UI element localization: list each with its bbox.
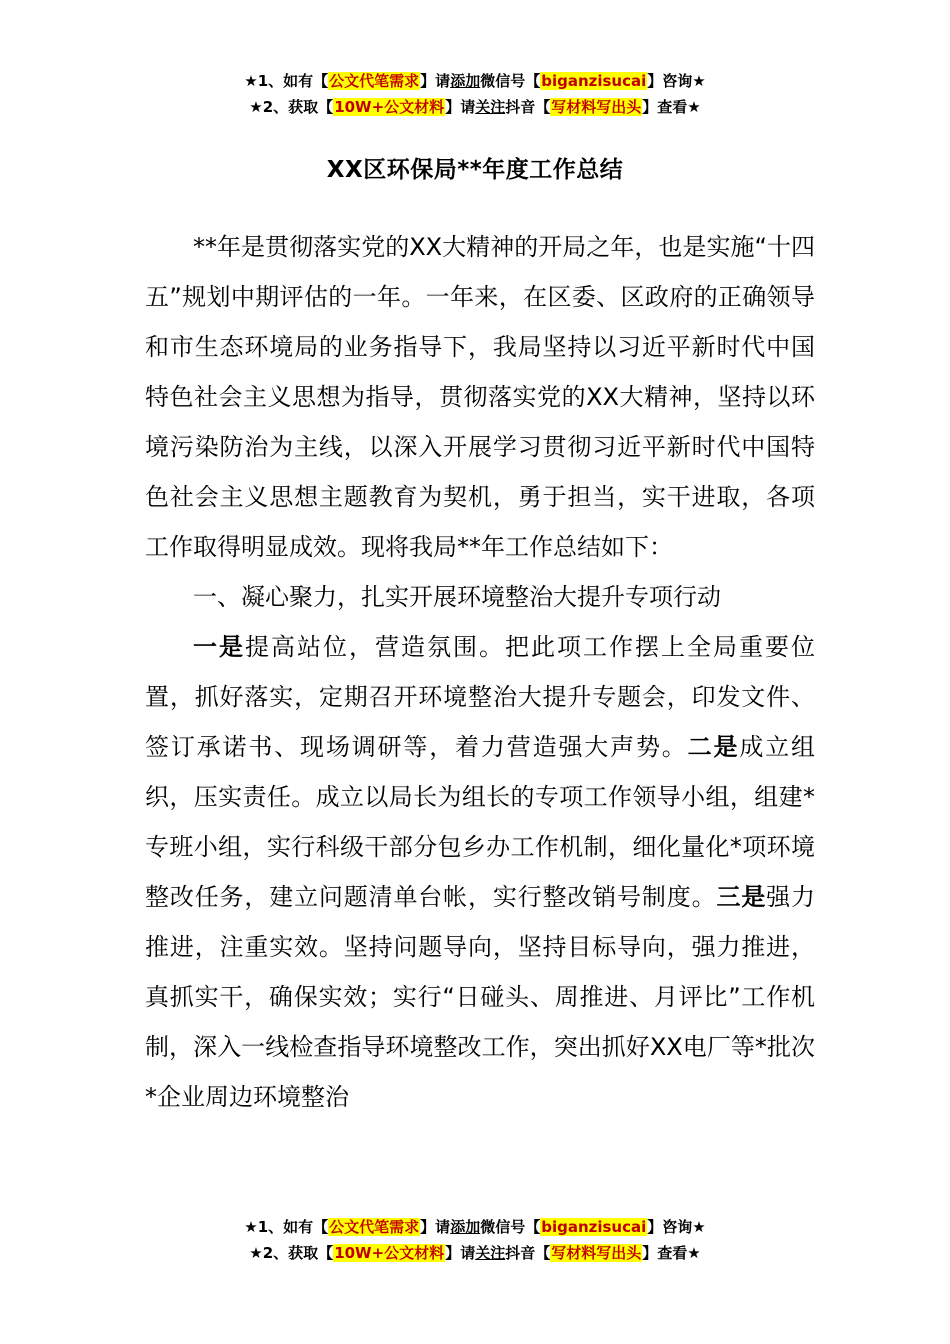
intro-paragraph: **年是贯彻落实党的XX大精神的开局之年，也是实施“十四五”规划中期评估的一年。一年来，在区委、区政府的正确领导和市生态环境局的业务指导下，我局坚持以习近平新时代中国特色社会主义思想为指导，贯彻落实党的XX大精神，坚持以环境污染防治为主线，以深入开展学习贯彻习近平新时代中国特色社会主义思想主题教育为契机，勇于担当，实干进取，各项工作取得明显成效。现将我局**年工作总结如下：	[145, 233, 815, 561]
promo-highlight: 公文代笔需求	[329, 1218, 420, 1236]
promo-text: 】咨询★	[647, 72, 706, 90]
promo-wechat-id: biganzisucai	[541, 1218, 647, 1236]
promo-line-1	[0, 68, 950, 94]
promo-text: 】请	[445, 98, 476, 116]
point-text: 提高站位，营造氛围。把此项工作摆上全局重要位置，抓好落实，定期召开环境整治大提升专题会，印发文件、签订承诺书、现场调研等，着力营造强大声势。	[145, 633, 815, 761]
promo-text: 】请	[420, 72, 451, 90]
promo-text: 】咨询★	[647, 1218, 706, 1236]
promo-text: 】请	[420, 1218, 451, 1236]
promo-highlight: 10W+公文材料	[334, 98, 445, 116]
promo-douyin-id: 写材料写出头	[551, 98, 642, 116]
promo-line-2	[0, 94, 950, 120]
promo-underlined-text: 关注	[475, 98, 506, 116]
section-paragraph	[145, 622, 815, 1122]
promo-text: 抖音【	[505, 1244, 551, 1262]
promo-highlight: 公文代笔需求	[329, 72, 420, 90]
promo-text: ★1、如有【	[244, 72, 329, 90]
point-marker: 一是	[193, 633, 245, 661]
promo-text: 】查看★	[642, 98, 701, 116]
promo-text: ★1、如有【	[244, 1218, 329, 1236]
promo-underlined-text: 添加	[450, 72, 481, 90]
promo-underlined-text: 关注	[475, 1244, 506, 1262]
header-promo-banner	[0, 68, 950, 120]
promo-line-2	[0, 1240, 950, 1266]
document-body	[145, 222, 815, 1122]
promo-text: 】查看★	[642, 1244, 701, 1262]
promo-underlined-text: 添加	[450, 1218, 481, 1236]
promo-text: 微信号【	[480, 72, 541, 90]
promo-text: 】请	[445, 1244, 476, 1262]
document-title: XX区环保局**年度工作总结	[326, 157, 624, 183]
point-marker: 三是	[716, 883, 767, 911]
promo-text: ★2、获取【	[249, 98, 334, 116]
promo-text: ★2、获取【	[249, 1244, 334, 1262]
promo-text: 微信号【	[480, 1218, 541, 1236]
promo-highlight: 10W+公文材料	[334, 1244, 445, 1262]
point-marker: 二是	[687, 733, 740, 761]
promo-line-1	[0, 1214, 950, 1240]
point-text: 强力推进，注重实效。坚持问题导向，坚持目标导向，强力推进，真抓实干，确保实效；实行“日碰头、周推进、月评比”工作机制，深入一线检查指导环境整改工作，突出抓好XX电厂等*批次*企业周边环境整治	[145, 883, 816, 1111]
point-text: 成立组织，压实责任。成立以局长为组长的专项工作领导小组，组建*专班小组，实行科级干部分包乡办工作机制，细化量化*项环境整改任务，建立问题清单台帐，实行整改销号制度。	[145, 733, 816, 911]
section-heading: 一、凝心聚力，扎实开展环境整治大提升专项行动	[193, 583, 721, 611]
promo-wechat-id: biganzisucai	[541, 72, 647, 90]
promo-text: 抖音【	[505, 98, 551, 116]
footer-promo-banner	[0, 1214, 950, 1266]
promo-douyin-id: 写材料写出头	[551, 1244, 642, 1262]
